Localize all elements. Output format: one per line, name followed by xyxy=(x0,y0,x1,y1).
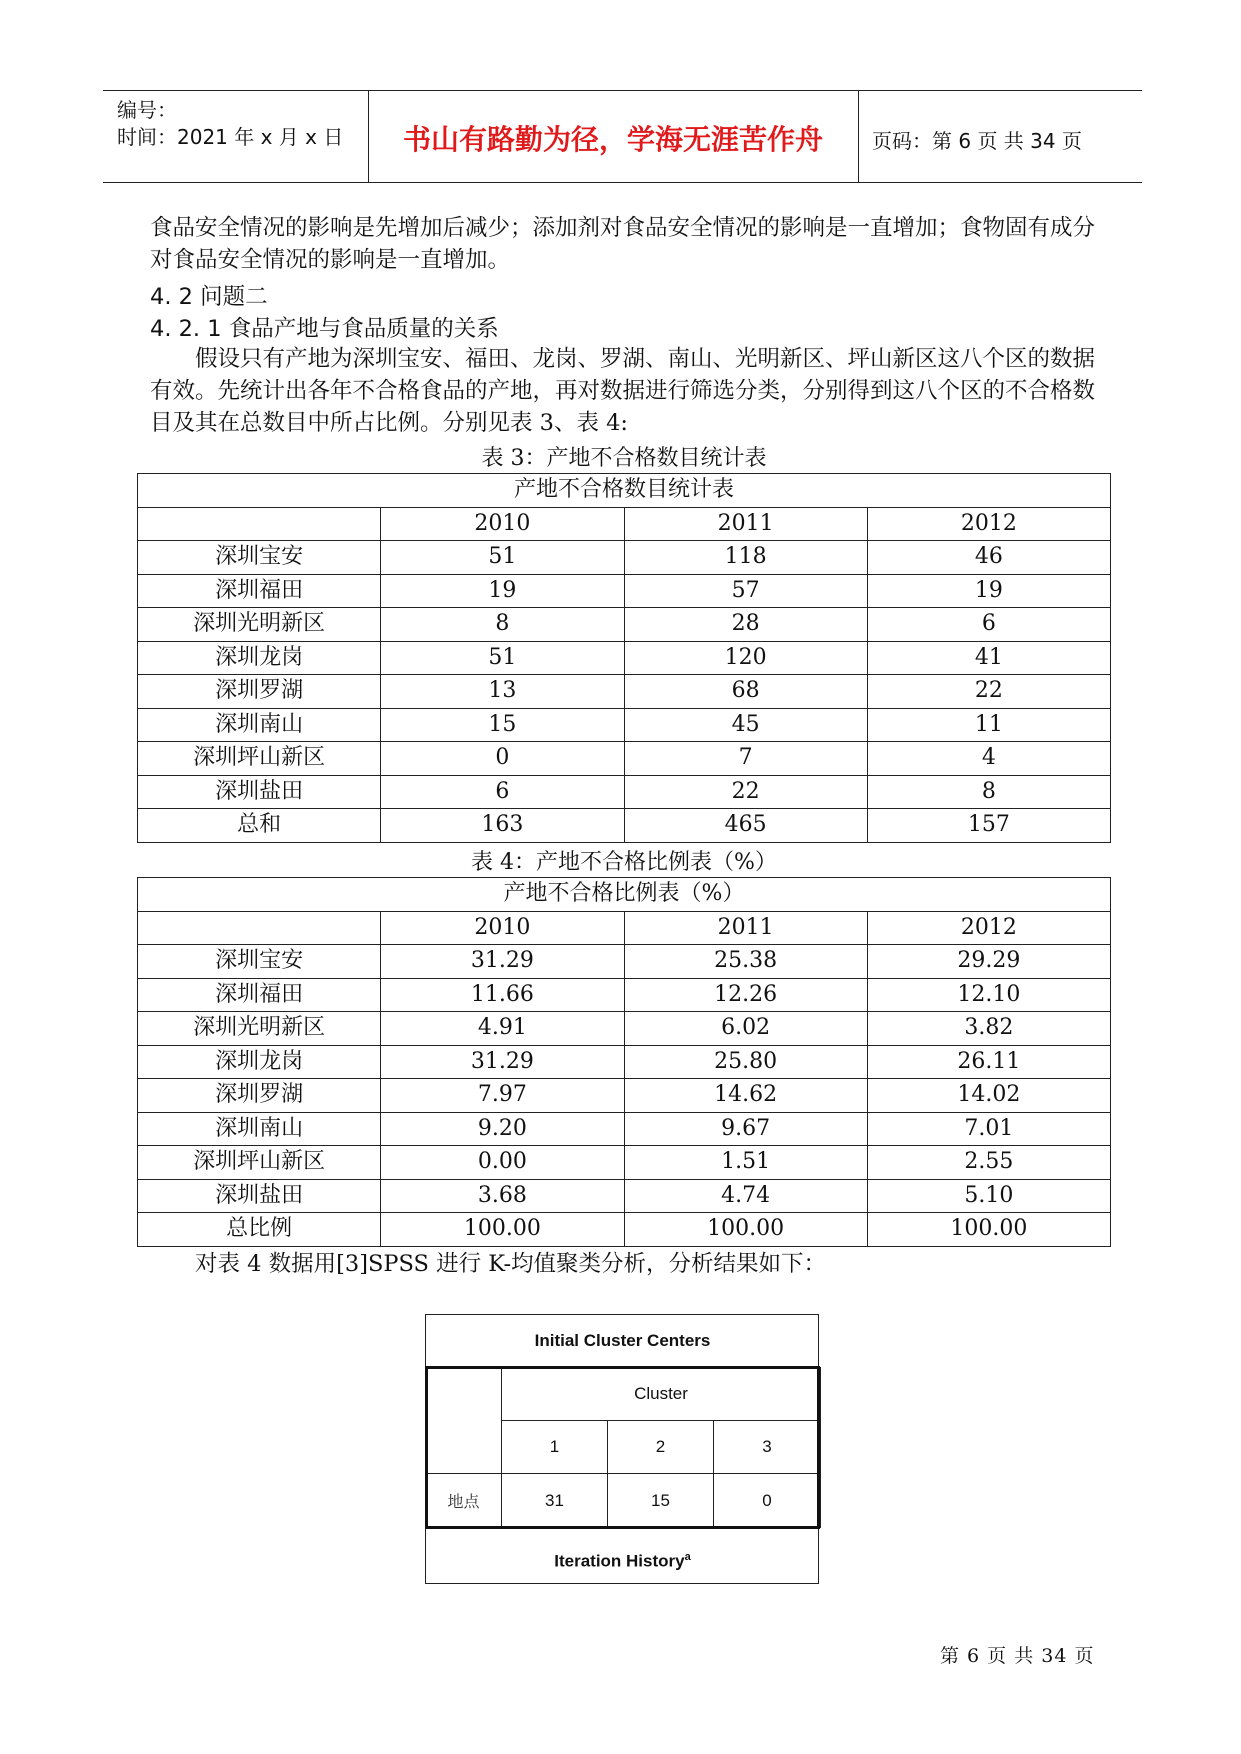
table-cell: 120 xyxy=(624,641,867,675)
footnote-marker: a xyxy=(684,1551,691,1563)
row-label: 深圳宝安 xyxy=(138,945,381,979)
row-label: 深圳龙岗 xyxy=(138,641,381,675)
paragraph-1: 食品安全情况的影响是先增加后减少；添加剂对食品安全情况的影响是一直增加；食物固有成分对食品安全情况的影响是一直增加。 xyxy=(150,215,1096,273)
column-header xyxy=(138,507,381,541)
row-label: 深圳南山 xyxy=(138,1112,381,1146)
table-cell: 28 xyxy=(624,608,867,642)
table-row xyxy=(138,1112,1111,1146)
table-row xyxy=(426,1474,821,1528)
table-cell: 8 xyxy=(867,775,1110,809)
table-cell: 0 xyxy=(381,742,624,776)
table-3-caption: 表 3：产地不合格数目统计表 xyxy=(481,446,767,471)
table-cell: 4.74 xyxy=(624,1179,867,1213)
cluster-id: 1 xyxy=(502,1421,608,1474)
row-label: 深圳龙岗 xyxy=(138,1045,381,1079)
row-label: 深圳盐田 xyxy=(138,775,381,809)
date-text: 时间：2021 年 x 月 x 日 xyxy=(117,125,344,149)
table-cell: 9.20 xyxy=(381,1112,624,1146)
cluster-center-value: 15 xyxy=(608,1474,714,1528)
column-header xyxy=(138,911,381,945)
table-row xyxy=(138,1045,1111,1079)
footer-page-number: 第 6 页 共 34 页 xyxy=(940,1645,1095,1667)
table-4-caption: 表 4：产地不合格比例表（%） xyxy=(471,850,777,875)
column-header: 2012 xyxy=(867,507,1110,541)
initial-cluster-centers-table xyxy=(425,1367,821,1528)
table-cell: 7 xyxy=(624,742,867,776)
corner-cell xyxy=(426,1368,502,1474)
table-cell: 41 xyxy=(867,641,1110,675)
table-cell: 100.00 xyxy=(624,1213,867,1247)
paragraph-3: 对表 4 数据用[3]SPSS 进行 K-均值聚类分析，分析结果如下： xyxy=(195,1251,827,1277)
table-cell: 6 xyxy=(381,775,624,809)
column-header: 2011 xyxy=(624,507,867,541)
table-cell: 11 xyxy=(867,708,1110,742)
column-header: 2010 xyxy=(381,911,624,945)
table-header-row xyxy=(138,911,1111,945)
table-cell: 31.29 xyxy=(381,1045,624,1079)
table-row xyxy=(138,1012,1111,1046)
row-label: 深圳宝安 xyxy=(138,541,381,575)
table-cell: 25.38 xyxy=(624,945,867,979)
header-divider-right xyxy=(858,90,859,182)
table-cell: 22 xyxy=(624,775,867,809)
table-cell: 4.91 xyxy=(381,1012,624,1046)
section-heading-4-2: 4. 2 问题二 xyxy=(150,284,268,310)
table-cell: 2.55 xyxy=(867,1146,1110,1180)
row-label: 深圳罗湖 xyxy=(138,1079,381,1113)
row-label: 深圳福田 xyxy=(138,574,381,608)
table-cell: 12.26 xyxy=(624,978,867,1012)
table-cell: 7.01 xyxy=(867,1112,1110,1146)
table-cell: 12.10 xyxy=(867,978,1110,1012)
paragraph-2: 假设只有产地为深圳宝安、福田、龙岗、罗湖、南山、光明新区、坪山新区这八个区的数据有效。先统计出各年不合格食品的产地，再对数据进行筛选分类，分别得到这八个区的不合格数目及其在总数目中所占比例。分别见表 3、表 4: xyxy=(150,346,1096,436)
header-top-rule xyxy=(103,90,1142,91)
row-label: 深圳南山 xyxy=(138,708,381,742)
cluster-center-value: 0 xyxy=(714,1474,821,1528)
column-header: 2012 xyxy=(867,911,1110,945)
table-cell: 8 xyxy=(381,608,624,642)
table-cell: 3.82 xyxy=(867,1012,1110,1046)
table-cell: 29.29 xyxy=(867,945,1110,979)
table-cell: 19 xyxy=(381,574,624,608)
row-label: 深圳坪山新区 xyxy=(138,1146,381,1180)
row-label: 深圳盐田 xyxy=(138,1179,381,1213)
table-row xyxy=(138,641,1111,675)
table-cell: 100.00 xyxy=(381,1213,624,1247)
table-row xyxy=(426,1368,821,1421)
table-cell: 46 xyxy=(867,541,1110,575)
table-cell: 9.67 xyxy=(624,1112,867,1146)
header-bottom-rule xyxy=(103,182,1142,183)
header-page-number: 页码：第 6 页 共 34 页 xyxy=(872,129,1082,153)
table-cell: 51 xyxy=(381,641,624,675)
table-row xyxy=(138,708,1111,742)
table-cell: 465 xyxy=(624,809,867,843)
table-row xyxy=(138,1146,1111,1180)
row-label: 总比例 xyxy=(138,1213,381,1247)
table-cell: 6 xyxy=(867,608,1110,642)
table-cell: 22 xyxy=(867,675,1110,709)
table-cell: 51 xyxy=(381,541,624,575)
row-label: 深圳坪山新区 xyxy=(138,742,381,776)
table-cell: 31.29 xyxy=(381,945,624,979)
spss-output xyxy=(425,1314,820,1586)
table-cell: 7.97 xyxy=(381,1079,624,1113)
table-cell: 1.51 xyxy=(624,1146,867,1180)
table-cell: 26.11 xyxy=(867,1045,1110,1079)
table-row xyxy=(138,978,1111,1012)
table-cell: 5.10 xyxy=(867,1179,1110,1213)
table-title-row xyxy=(138,474,1111,508)
table-cell: 14.02 xyxy=(867,1079,1110,1113)
row-label: 深圳福田 xyxy=(138,978,381,1012)
table-cell: 25.80 xyxy=(624,1045,867,1079)
table-row xyxy=(138,945,1111,979)
table-row xyxy=(138,1079,1111,1113)
cluster-header: Cluster xyxy=(502,1368,821,1421)
table-cell: 0.00 xyxy=(381,1146,624,1180)
row-label: 总和 xyxy=(138,809,381,843)
row-label: 深圳罗湖 xyxy=(138,675,381,709)
table-cell: 11.66 xyxy=(381,978,624,1012)
table-row xyxy=(138,574,1111,608)
table-cell: 13 xyxy=(381,675,624,709)
table-row xyxy=(138,541,1111,575)
cluster-id: 3 xyxy=(714,1421,821,1474)
row-label: 地点 xyxy=(426,1474,502,1528)
table-4-title: 产地不合格比例表（%） xyxy=(138,878,1111,912)
cluster-center-value: 31 xyxy=(502,1474,608,1528)
cluster-id: 2 xyxy=(608,1421,714,1474)
table-cell: 68 xyxy=(624,675,867,709)
iteration-history-label: Iteration History xyxy=(554,1551,685,1571)
column-header: 2011 xyxy=(624,911,867,945)
section-heading-4-2-1: 4. 2. 1 食品产地与食品质量的关系 xyxy=(150,316,499,342)
table-row xyxy=(138,608,1111,642)
table-cell: 57 xyxy=(624,574,867,608)
table-cell: 157 xyxy=(867,809,1110,843)
table-cell: 19 xyxy=(867,574,1110,608)
table-4 xyxy=(137,877,1111,1247)
table-cell: 163 xyxy=(381,809,624,843)
table-row xyxy=(138,675,1111,709)
table-cell: 14.62 xyxy=(624,1079,867,1113)
table-row xyxy=(138,1179,1111,1213)
table-row xyxy=(138,742,1111,776)
table-cell: 4 xyxy=(867,742,1110,776)
spss-next-table-title xyxy=(425,1551,820,1572)
header-motto: 书山有路勤为径，学海无涯苦作舟 xyxy=(402,123,823,156)
spss-table-title: Initial Cluster Centers xyxy=(534,1331,711,1350)
table-header-row xyxy=(138,507,1111,541)
row-label: 深圳光明新区 xyxy=(138,1012,381,1046)
table-title-row xyxy=(138,878,1111,912)
table-cell: 3.68 xyxy=(381,1179,624,1213)
table-row xyxy=(138,775,1111,809)
table-cell: 118 xyxy=(624,541,867,575)
table-3 xyxy=(137,473,1111,843)
table-row xyxy=(138,1213,1111,1247)
table-row xyxy=(138,809,1111,843)
doc-number-label: 编号： xyxy=(117,98,177,122)
table-cell: 45 xyxy=(624,708,867,742)
row-label: 深圳光明新区 xyxy=(138,608,381,642)
table-3-title: 产地不合格数目统计表 xyxy=(138,474,1111,508)
column-header: 2010 xyxy=(381,507,624,541)
table-cell: 100.00 xyxy=(867,1213,1110,1247)
table-cell: 15 xyxy=(381,708,624,742)
table-cell: 6.02 xyxy=(624,1012,867,1046)
